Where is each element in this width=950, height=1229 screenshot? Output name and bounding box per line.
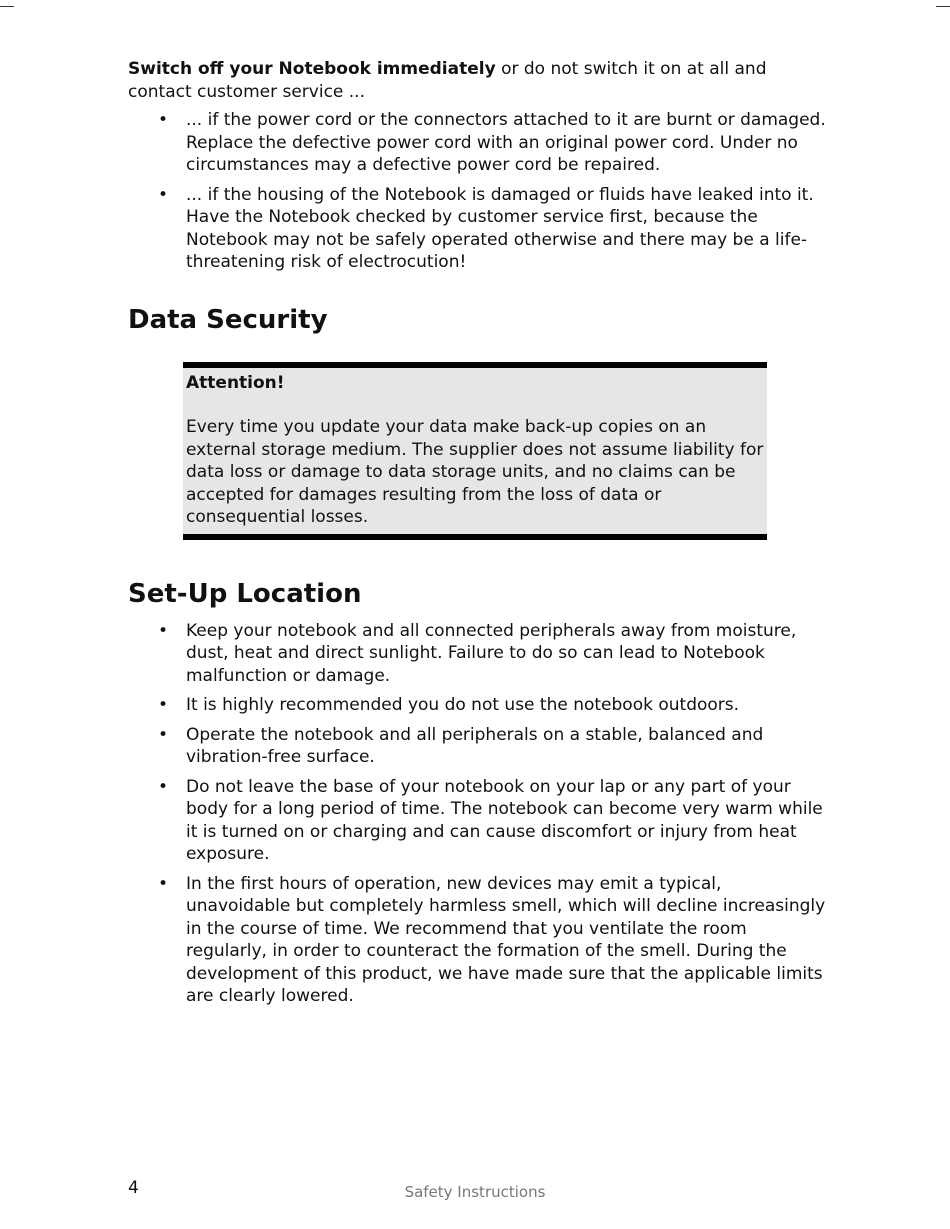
- list-item-text: In the first hours of operation, new devices may emit a typical, unavoidable but completely harmless smell, which will decline increasingly in the course of time. We recommend that you ventilate the room regularly, in order to counteract the formation of the smell. During the development of this product, we have made sure that the applicable limits are clearly lowered.: [186, 873, 826, 1006]
- crop-mark-left: [0, 6, 14, 7]
- bullet-icon: •: [158, 873, 169, 894]
- list-item: [128, 620, 828, 688]
- list-item-text: Operate the notebook and all peripherals on a stable, balanced and vibration-free surface.: [186, 724, 764, 767]
- list-item: [128, 776, 828, 866]
- notice-title: Attention!: [186, 372, 285, 393]
- section-heading-setup-location: Set-Up Location: [128, 578, 362, 609]
- intro-paragraph: [128, 58, 828, 103]
- list-item: [128, 694, 828, 717]
- attention-notice-box: [183, 362, 767, 540]
- list-item-text: ... if the housing of the Notebook is damaged or fluids have leaked into it. Have the Notebook checked by customer service first, because the Notebook may not be safely operated otherwise and there may be a life-threatening risk of electrocution!: [186, 184, 814, 272]
- bullet-icon: •: [158, 110, 169, 130]
- intro-rest-text: or do not switch it on at all and contact customer service ...: [128, 59, 767, 102]
- list-item: [128, 109, 828, 177]
- crop-mark-right: [936, 6, 950, 7]
- intro-bold-text: Switch off your Notebook immediately: [128, 59, 496, 79]
- page-number: 4: [128, 1178, 139, 1198]
- list-item: [128, 873, 828, 1008]
- list-item-text: Do not leave the base of your notebook on your lap or any part of your body for a long period of time. The notebook can become very warm while it is turned on or charging and can cause discomfort or injury from heat exposure.: [186, 776, 823, 864]
- list-item-text: ... if the power cord or the connectors attached to it are burnt or damaged. Replace the defective power cord with an original power cord. Under no circumstances may a defective power cord be repaired.: [186, 110, 826, 175]
- bullet-icon: •: [158, 184, 169, 205]
- footer-section-title: Safety Instructions: [404, 1183, 546, 1201]
- list-item-text: It is highly recommended you do not use the notebook outdoors.: [186, 695, 740, 715]
- bullet-icon: •: [158, 620, 169, 641]
- notice-text: Every time you update your data make back-up copies on an external storage medium. The supplier does not assume liability for data loss or damage to data storage units, and no claims can be accepted for damages resulting from the loss of data or consequential losses.: [186, 417, 764, 527]
- bullet-icon: •: [158, 776, 169, 797]
- setup-location-list: [128, 620, 828, 1008]
- bullet-icon: •: [158, 695, 169, 715]
- list-item: [128, 184, 828, 274]
- page-content: [128, 58, 828, 1015]
- bullet-icon: •: [158, 724, 169, 745]
- list-item-text: Keep your notebook and all connected peripherals away from moisture, dust, heat and direct sunlight. Failure to do so can lead to Notebook malfunction or damage.: [186, 620, 797, 686]
- intro-list: [128, 109, 828, 274]
- section-heading-data-security: Data Security: [128, 304, 328, 335]
- list-item: [128, 724, 828, 769]
